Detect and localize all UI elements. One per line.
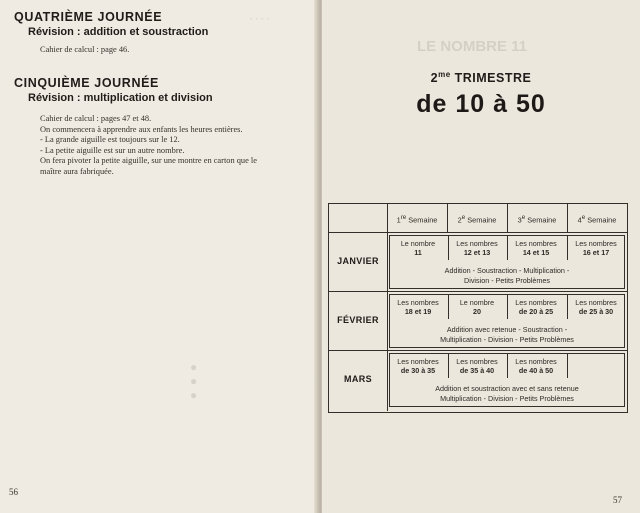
cell-value: 16 et 17 [582,248,610,257]
cell-divider [448,235,449,260]
section2-body [40,114,257,177]
column-divider [387,204,388,411]
cell-value: 12 et 13 [463,248,491,257]
cell-divider [567,353,568,378]
cell-label: Les nombres [575,239,617,248]
week-sup: re [400,214,407,221]
show-through-dots: ● ● ● [190,360,198,402]
body-line: On commencera à apprendre aux enfants les heures entières. [40,124,243,134]
right-page [322,0,640,513]
cell-label: Les nombres [515,357,557,366]
schedule-table [328,203,628,413]
week-cell [508,239,564,257]
body-line: Cahier de calcul : page 46. [40,45,130,54]
month-description [389,384,625,403]
cell-label: Le nombre [400,239,436,248]
cell-divider [448,353,449,378]
week-label: Semaine [467,215,497,225]
body-line: maître aura fabriquée. [40,166,114,176]
cell-divider [507,353,508,378]
cell-divider [507,294,508,319]
cell-label: Les nombres [456,239,498,248]
section-subtitle-revision-multiplication: Révision : multiplication et division [28,92,213,104]
week-sup: e [521,214,526,221]
trimester-number: 2 [430,71,439,86]
description-line: Addition avec retenue - Soustraction - [446,325,568,334]
show-through-heading: LE NOMBRE 11 [417,38,528,55]
cell-value: de 40 à 50 [518,366,554,375]
week-cell [568,298,624,316]
left-page [0,0,318,513]
cell-divider [567,235,568,260]
cell-value: de 30 à 35 [400,366,436,375]
cell-divider [567,294,568,319]
trimester-word: TRIMESTRE [454,71,532,86]
body-line: On fera pivoter la petite aiguille, sur une montre en carton que le [40,156,257,165]
week-cell [390,239,446,257]
row-divider [329,350,627,351]
week-number: 1 [396,215,401,225]
week-label: Semaine [408,215,438,225]
description-line: Addition et soustraction avec et sans retenue [435,384,579,393]
description-line: Division - Petits Problèmes [464,275,550,285]
cell-value: de 25 à 30 [578,307,614,316]
cell-value: 18 et 19 [404,307,432,316]
column-divider [447,204,448,232]
month-description [389,266,625,285]
cell-divider [507,235,508,260]
range-title: de 10 à 50 [416,90,546,118]
cell-value: de 20 à 25 [518,307,554,316]
row-divider [329,291,627,292]
column-divider [567,204,568,232]
section-title-cinquieme: CINQUIÈME JOURNÉE [14,76,159,90]
week-sup: e [461,214,466,221]
section-subtitle-revision-addition: Révision : addition et soustraction [28,26,209,38]
cell-label: Les nombres [575,298,617,307]
week-cell [390,298,446,316]
week-label: Semaine [587,215,617,225]
week-cell [508,298,564,316]
month-fevrier: FÉVRIER [337,315,379,325]
page-number-left: 56 [9,487,18,497]
week-label: Semaine [527,215,557,225]
cell-label: Le nombre [459,298,495,307]
week-header-2 [447,204,507,232]
cell-label: Les nombres [397,298,439,307]
column-divider [507,204,508,232]
description-line: Multiplication - Division - Petits Problèmes [440,334,574,344]
week-cell [508,357,564,375]
week-cell [390,357,446,375]
trimester-title [322,70,640,85]
week-cell [568,239,624,257]
cell-value: 20 [473,307,481,316]
cell-label: Les nombres [515,239,557,248]
cell-value: 14 et 15 [522,248,550,257]
body-line: - La petite aiguille est sur un autre nombre. [40,145,185,155]
week-sup: e [581,214,586,221]
week-cell [449,298,505,316]
cell-value: de 35 à 40 [459,366,495,375]
description-line: Multiplication - Division - Petits Problèmes [440,393,574,403]
week-header-4 [567,204,627,232]
cell-label: Les nombres [397,357,439,366]
section-title-quatrieme: QUATRIÈME JOURNÉE [14,10,163,24]
week-header-3 [507,204,567,232]
week-number: 3 [517,215,522,225]
cell-label: Les nombres [456,357,498,366]
week-number: 4 [577,215,582,225]
trimester-suffix: me [438,70,451,79]
month-janvier: JANVIER [337,256,379,266]
cell-label: Les nombres [515,298,557,307]
week-header-1 [387,204,447,232]
week-cell [449,239,505,257]
month-description [389,325,625,344]
description-line: Addition - Soustraction - Multiplication - [444,266,570,275]
cell-divider [448,294,449,319]
week-number: 2 [457,215,462,225]
row-divider [329,232,627,233]
show-through: · · · · [250,14,270,24]
month-mars: MARS [343,374,373,384]
body-line: - La grande aiguille est toujours sur le 12. [40,135,180,144]
body-line: Cahier de calcul : pages 47 et 48. [40,114,152,123]
cell-value: 11 [414,248,422,257]
section1-body [40,45,129,56]
page-number-right: 57 [613,495,622,505]
week-cell [449,357,505,375]
